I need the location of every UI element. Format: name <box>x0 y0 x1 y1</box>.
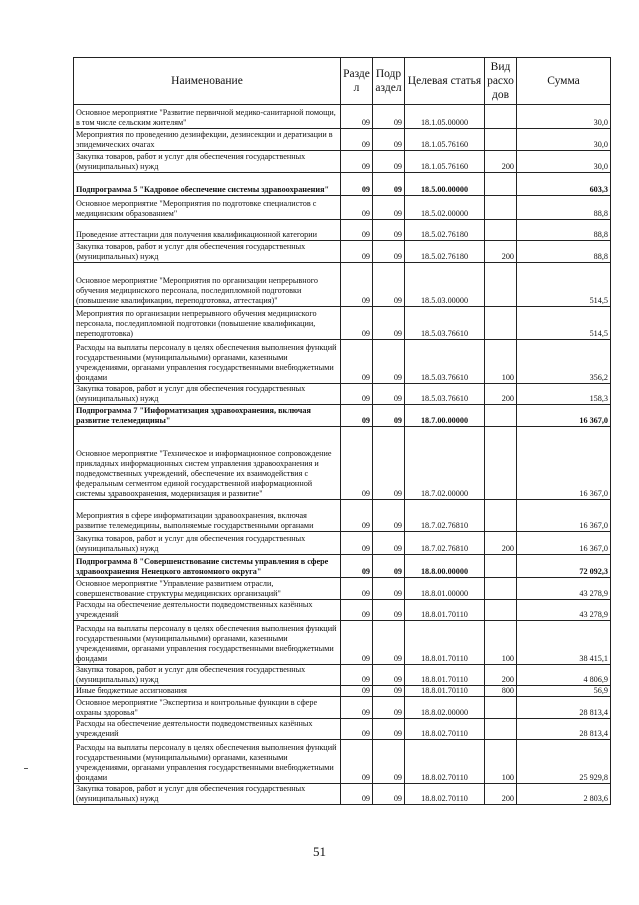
row-sum: 30,0 <box>517 129 611 151</box>
row-razdel: 09 <box>341 196 373 220</box>
scan-artifact <box>24 768 28 769</box>
row-razdel: 09 <box>341 151 373 173</box>
row-article: 18.8.02.70110 <box>405 740 485 784</box>
table-row <box>74 220 611 241</box>
table-row <box>74 740 611 784</box>
row-razdel: 09 <box>341 784 373 805</box>
row-name: Основное мероприятие "Мероприятия по организации непрерывного обучения медицинского персонала, последипломной подготовки (повышение квалификации, переподготовка, аттестация)" <box>74 263 341 307</box>
row-podrazdel: 09 <box>373 405 405 427</box>
row-vid <box>485 263 517 307</box>
row-vid <box>485 405 517 427</box>
row-podrazdel: 09 <box>373 384 405 405</box>
row-name: Мероприятия по организации непрерывного обучения медицинского персонала, последипломной подготовки (повышение квалификации, переподготовка) <box>74 307 341 340</box>
row-sum: 38 415,1 <box>517 621 611 665</box>
table-row <box>74 621 611 665</box>
row-razdel: 09 <box>341 621 373 665</box>
table-row <box>74 405 611 427</box>
row-name: Основное мероприятие "Управление развитием отрасли, совершенствование структуры медицинских организаций" <box>74 578 341 600</box>
row-podrazdel: 09 <box>373 105 405 129</box>
row-vid <box>485 555 517 578</box>
row-razdel: 09 <box>341 173 373 196</box>
row-sum: 514,5 <box>517 263 611 307</box>
row-razdel: 09 <box>341 263 373 307</box>
row-article: 18.8.01.00000 <box>405 578 485 600</box>
row-sum: 43 278,9 <box>517 578 611 600</box>
table-row <box>74 151 611 173</box>
row-name: Подпрограмма 5 "Кадровое обеспечение системы здравоохранения" <box>74 173 341 196</box>
row-sum: 16 367,0 <box>517 532 611 555</box>
row-vid: 100 <box>485 740 517 784</box>
row-name: Основное мероприятие "Развитие первичной медико-санитарной помощи, в том числе сельским жителям" <box>74 105 341 129</box>
row-razdel: 09 <box>341 686 373 697</box>
row-razdel: 09 <box>341 555 373 578</box>
row-name: Закупка товаров, работ и услуг для обеспечения государственных (муниципальных) нужд <box>74 532 341 555</box>
row-article: 18.8.02.70110 <box>405 719 485 740</box>
table-row <box>74 697 611 719</box>
table-row <box>74 340 611 384</box>
row-vid <box>485 196 517 220</box>
row-vid <box>485 220 517 241</box>
row-name: Проведение аттестации для получения квалификационной категории <box>74 220 341 241</box>
row-podrazdel: 09 <box>373 600 405 621</box>
row-podrazdel: 09 <box>373 340 405 384</box>
row-article: 18.5.03.76610 <box>405 384 485 405</box>
header-vid: Вид расхо дов <box>485 58 517 105</box>
row-razdel: 09 <box>341 600 373 621</box>
row-razdel: 09 <box>341 665 373 686</box>
row-name: Подпрограмма 8 "Совершенствование системы управления в сфере здравоохранения Ненецкого автономного округа" <box>74 555 341 578</box>
row-article: 18.8.01.70110 <box>405 686 485 697</box>
row-razdel: 09 <box>341 578 373 600</box>
row-name: Закупка товаров, работ и услуг для обеспечения государственных (муниципальных) нужд <box>74 784 341 805</box>
row-sum: 158,3 <box>517 384 611 405</box>
row-razdel: 09 <box>341 532 373 555</box>
header-row <box>74 58 611 105</box>
row-podrazdel: 09 <box>373 555 405 578</box>
row-name: Закупка товаров, работ и услуг для обеспечения государственных (муниципальных) нужд <box>74 665 341 686</box>
row-article: 18.8.02.00000 <box>405 697 485 719</box>
header-article: Целевая статья <box>405 58 485 105</box>
row-name: Иные бюджетные ассигнования <box>74 686 341 697</box>
row-article: 18.5.00.00000 <box>405 173 485 196</box>
header-name: Наименование <box>74 58 341 105</box>
row-razdel: 09 <box>341 500 373 532</box>
row-name: Мероприятия в сфере информатизации здравоохранения, включая развитие телемедицины, выполняемые государственными органами <box>74 500 341 532</box>
row-razdel: 09 <box>341 105 373 129</box>
row-article: 18.1.05.76160 <box>405 151 485 173</box>
table-row <box>74 173 611 196</box>
row-name: Расходы на выплаты персоналу в целях обеспечения выполнения функций государственными (муниципальными) органами, казенными учреждениями, органами управления государственными внебюджетными фондами <box>74 340 341 384</box>
row-podrazdel: 09 <box>373 784 405 805</box>
row-podrazdel: 09 <box>373 241 405 263</box>
row-vid <box>485 427 517 500</box>
row-razdel: 09 <box>341 427 373 500</box>
table-row <box>74 532 611 555</box>
row-article: 18.8.01.70110 <box>405 600 485 621</box>
row-podrazdel: 09 <box>373 719 405 740</box>
row-razdel: 09 <box>341 719 373 740</box>
row-podrazdel: 09 <box>373 532 405 555</box>
row-vid <box>485 500 517 532</box>
row-name: Расходы на выплаты персоналу в целях обеспечения выполнения функций государственными (муниципальными) органами, казенными учреждениями, органами управления государственными внебюджетными фондами <box>74 740 341 784</box>
row-podrazdel: 09 <box>373 263 405 307</box>
row-article: 18.7.02.00000 <box>405 427 485 500</box>
row-article: 18.8.02.70110 <box>405 784 485 805</box>
row-sum: 43 278,9 <box>517 600 611 621</box>
row-article: 18.7.00.00000 <box>405 405 485 427</box>
row-name: Расходы на обеспечение деятельности подведомственных казённых учреждений <box>74 719 341 740</box>
row-vid: 200 <box>485 784 517 805</box>
row-podrazdel: 09 <box>373 129 405 151</box>
row-vid <box>485 173 517 196</box>
row-vid: 200 <box>485 241 517 263</box>
table-row <box>74 719 611 740</box>
row-article: 18.5.03.76610 <box>405 307 485 340</box>
table-row <box>74 427 611 500</box>
row-podrazdel: 09 <box>373 740 405 784</box>
row-sum: 88,8 <box>517 220 611 241</box>
row-razdel: 09 <box>341 740 373 784</box>
row-article: 18.5.03.76610 <box>405 340 485 384</box>
row-sum: 28 813,4 <box>517 697 611 719</box>
row-vid <box>485 719 517 740</box>
row-sum: 2 803,6 <box>517 784 611 805</box>
row-sum: 4 806,9 <box>517 665 611 686</box>
row-vid <box>485 578 517 600</box>
row-sum: 356,2 <box>517 340 611 384</box>
row-name: Закупка товаров, работ и услуг для обеспечения государственных (муниципальных) нужд <box>74 151 341 173</box>
row-sum: 16 367,0 <box>517 405 611 427</box>
row-podrazdel: 09 <box>373 196 405 220</box>
row-sum: 16 367,0 <box>517 427 611 500</box>
row-podrazdel: 09 <box>373 307 405 340</box>
row-name: Основное мероприятие "Мероприятия по подготовке специалистов с медицинским образованием" <box>74 196 341 220</box>
row-podrazdel: 09 <box>373 151 405 173</box>
row-vid <box>485 129 517 151</box>
table-row <box>74 263 611 307</box>
row-article: 18.5.03.00000 <box>405 263 485 307</box>
row-vid <box>485 105 517 129</box>
row-podrazdel: 09 <box>373 578 405 600</box>
row-article: 18.1.05.00000 <box>405 105 485 129</box>
row-name: Основное мероприятие "Техническое и информационное сопровождение прикладных информационных систем управления здравоохранения и подведомственных учреждений, обеспечение их взаимодействия с федеральным сегментом единой государственной информационной системы здравоохранения, модернизация и развитие" <box>74 427 341 500</box>
row-sum: 30,0 <box>517 105 611 129</box>
row-article: 18.1.05.76160 <box>405 129 485 151</box>
table-row <box>74 555 611 578</box>
row-razdel: 09 <box>341 129 373 151</box>
row-name: Расходы на выплаты персоналу в целях обеспечения выполнения функций государственными (муниципальными) органами, казенными учреждениями, органами управления государственными внебюджетными фондами <box>74 621 341 665</box>
row-name: Закупка товаров, работ и услуг для обеспечения государственных (муниципальных) нужд <box>74 241 341 263</box>
row-name: Закупка товаров, работ и услуг для обеспечения государственных (муниципальных) нужд <box>74 384 341 405</box>
row-razdel: 09 <box>341 340 373 384</box>
header-razdel: Разде л <box>341 58 373 105</box>
table-row <box>74 384 611 405</box>
row-podrazdel: 09 <box>373 697 405 719</box>
row-podrazdel: 09 <box>373 621 405 665</box>
table-row <box>74 578 611 600</box>
table-row <box>74 196 611 220</box>
row-article: 18.5.02.00000 <box>405 196 485 220</box>
row-vid: 100 <box>485 621 517 665</box>
row-name: Подпрограмма 7 "Информатизация здравоохранения, включая развитие телемедицины" <box>74 405 341 427</box>
table-row <box>74 686 611 697</box>
row-article: 18.8.01.70110 <box>405 621 485 665</box>
row-vid <box>485 600 517 621</box>
table-row <box>74 784 611 805</box>
row-sum: 88,8 <box>517 241 611 263</box>
row-name: Расходы на обеспечение деятельности подведомственных казённых учреждений <box>74 600 341 621</box>
table-row <box>74 500 611 532</box>
row-podrazdel: 09 <box>373 686 405 697</box>
row-sum: 25 929,8 <box>517 740 611 784</box>
row-sum: 28 813,4 <box>517 719 611 740</box>
row-name: Мероприятия по проведению дезинфекции, дезинсекции и дератизации в эпидемических очагах <box>74 129 341 151</box>
row-name: Основное мероприятие "Экспертиза и контрольные функции в сфере охраны здоровья" <box>74 697 341 719</box>
table-row <box>74 129 611 151</box>
table-row <box>74 105 611 129</box>
budget-table <box>73 57 611 805</box>
row-sum: 603,3 <box>517 173 611 196</box>
row-article: 18.7.02.76810 <box>405 532 485 555</box>
row-podrazdel: 09 <box>373 220 405 241</box>
row-sum: 56,9 <box>517 686 611 697</box>
row-vid: 200 <box>485 532 517 555</box>
row-vid: 200 <box>485 384 517 405</box>
row-sum: 88,8 <box>517 196 611 220</box>
row-article: 18.7.02.76810 <box>405 500 485 532</box>
row-podrazdel: 09 <box>373 427 405 500</box>
row-podrazdel: 09 <box>373 173 405 196</box>
table-row <box>74 665 611 686</box>
row-podrazdel: 09 <box>373 500 405 532</box>
row-vid: 800 <box>485 686 517 697</box>
row-razdel: 09 <box>341 307 373 340</box>
row-article: 18.8.01.70110 <box>405 665 485 686</box>
row-sum: 514,5 <box>517 307 611 340</box>
row-article: 18.5.02.76180 <box>405 220 485 241</box>
header-sum: Сумма <box>517 58 611 105</box>
row-sum: 16 367,0 <box>517 500 611 532</box>
header-podrazdel: Подр аздел <box>373 58 405 105</box>
row-vid <box>485 697 517 719</box>
row-podrazdel: 09 <box>373 665 405 686</box>
table-row <box>74 241 611 263</box>
row-vid: 100 <box>485 340 517 384</box>
row-article: 18.5.02.76180 <box>405 241 485 263</box>
row-razdel: 09 <box>341 220 373 241</box>
row-vid: 200 <box>485 151 517 173</box>
row-article: 18.8.00.00000 <box>405 555 485 578</box>
row-razdel: 09 <box>341 405 373 427</box>
row-sum: 30,0 <box>517 151 611 173</box>
row-razdel: 09 <box>341 697 373 719</box>
table-row <box>74 600 611 621</box>
page-number: 51 <box>313 844 326 859</box>
row-vid: 200 <box>485 665 517 686</box>
row-razdel: 09 <box>341 241 373 263</box>
table-row <box>74 307 611 340</box>
row-razdel: 09 <box>341 384 373 405</box>
row-vid <box>485 307 517 340</box>
row-sum: 72 092,3 <box>517 555 611 578</box>
